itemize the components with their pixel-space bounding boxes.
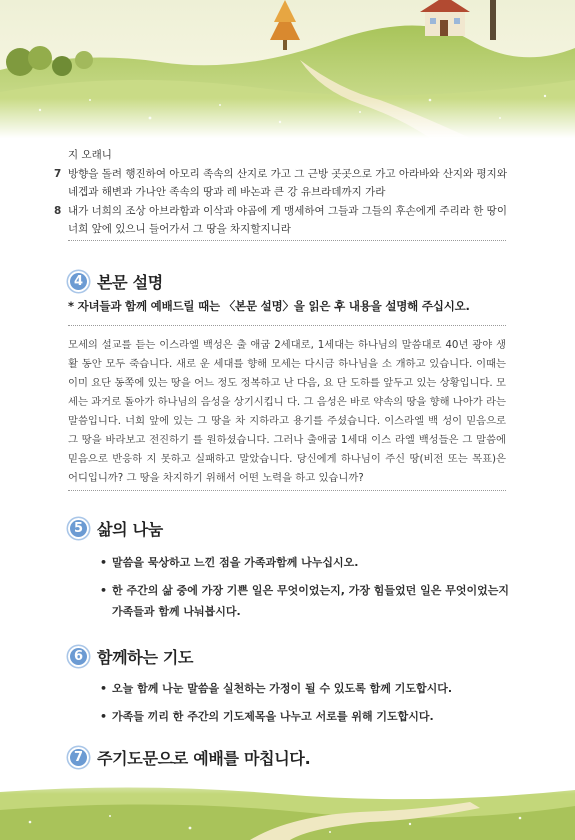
section-number-badge: 4 — [68, 271, 89, 292]
dotted-divider — [68, 325, 506, 326]
verse-number: 8 — [54, 204, 62, 217]
header-landscape-illustration — [0, 0, 575, 138]
section-title: 본문 설명 — [97, 273, 163, 292]
dotted-divider — [68, 490, 506, 491]
section-title: 함께하는 기도 — [97, 648, 194, 667]
section-4-note: * 자녀들과 함께 예배드릴 때는 〈본문 설명〉을 읽은 후 내용을 설명해 주십시오. — [68, 299, 470, 313]
list-item: • 가족들 끼리 한 주간의 기도제목을 나누고 서로를 위해 기도합시다. — [100, 706, 510, 728]
section-6-header — [68, 645, 193, 668]
list-item: • 오늘 함께 나눈 말씀을 실천하는 가정이 될 수 있도록 함께 기도합시다. — [100, 678, 510, 700]
footer-meadow-illustration — [0, 772, 575, 840]
explanation-paragraph: 모세의 설교를 듣는 이스라엘 백성은 출 애굽 2세대로, 1세대는 하나님의 말씀대로 40년 광야 생활 동안 모두 죽습니다. 새로 운 세대를 향해 모세는 다시금 하나님을 소 개하고 있습니다. 이때는 이미 요단 동쪽에 있는 땅을 어느 정도 정복하고 난 다음, 요 단 도하를 앞두고 있는 상황입니다. 모세는 과거로 돌아가 하나님의 음성을 상기시킵니 다. 그 음성은 바로 약속의 땅을 향해 나아가 라는 말씀입니다. 너희 앞에 있는 그 땅을 차 지하라고 용기를 주셨습니다. 이스라엘 백 성이 믿음으로 그 땅을 바라보고 전진하기 를 원하셨습니다. 그러나 출애굽 1세대 이스 라엘 백성들은 그 말씀에 믿음으로 반응하 지 못하고 실패하고 말았습니다. 당신에게 하나님이 주신 땅(비전 또는 목표)은 어디입니까? 그 땅을 차지하기 위해서 어떤 노력을 하고 있습니까? — [68, 339, 506, 484]
dotted-divider — [68, 240, 506, 241]
section-title: 주기도문으로 예배를 마칩니다. — [97, 749, 311, 768]
section-number-badge: 6 — [68, 646, 89, 667]
section-7-header — [68, 746, 310, 769]
verse-number — [54, 146, 68, 165]
section-number-badge: 7 — [68, 747, 89, 768]
scripture-verses — [54, 146, 518, 239]
verse-7 — [54, 165, 518, 202]
prayer-list — [100, 678, 510, 733]
list-item: • 한 주간의 삶 중에 가장 기쁜 일은 무엇이었는지, 가장 힘들었던 일은 무엇이었는지 가족들과 함께 나눠봅시다. — [100, 580, 510, 623]
verse-text: 내가 너희의 조상 아브라함과 이삭과 야곱에 게 맹세하여 그들과 그들의 후손에게 주리라 한 땅이 너희 앞에 있으니 들어가서 그 땅을 차지할지니라 — [68, 204, 507, 235]
section-4-header — [68, 270, 163, 293]
section-5-header — [68, 517, 163, 540]
list-item: • 말씀을 묵상하고 느낀 점을 가족과함께 나누십시오. — [100, 552, 510, 574]
section-title: 삶의 나눔 — [97, 520, 163, 539]
verse-continuation — [68, 146, 518, 165]
verse-text: 지 오래니 — [68, 149, 112, 161]
verse-8 — [54, 202, 518, 239]
verse-text: 방향을 돌려 행진하여 아모리 족속의 산지로 가고 그 근방 곳곳으로 가고 아라바와 산지와 평지와 네겝과 해변과 가나안 족속의 땅과 레 바논과 큰 강 유브라데까지 가라 — [68, 167, 507, 198]
section-number-badge: 5 — [68, 518, 89, 539]
sharing-list — [100, 552, 510, 629]
verse-number: 7 — [54, 167, 62, 180]
